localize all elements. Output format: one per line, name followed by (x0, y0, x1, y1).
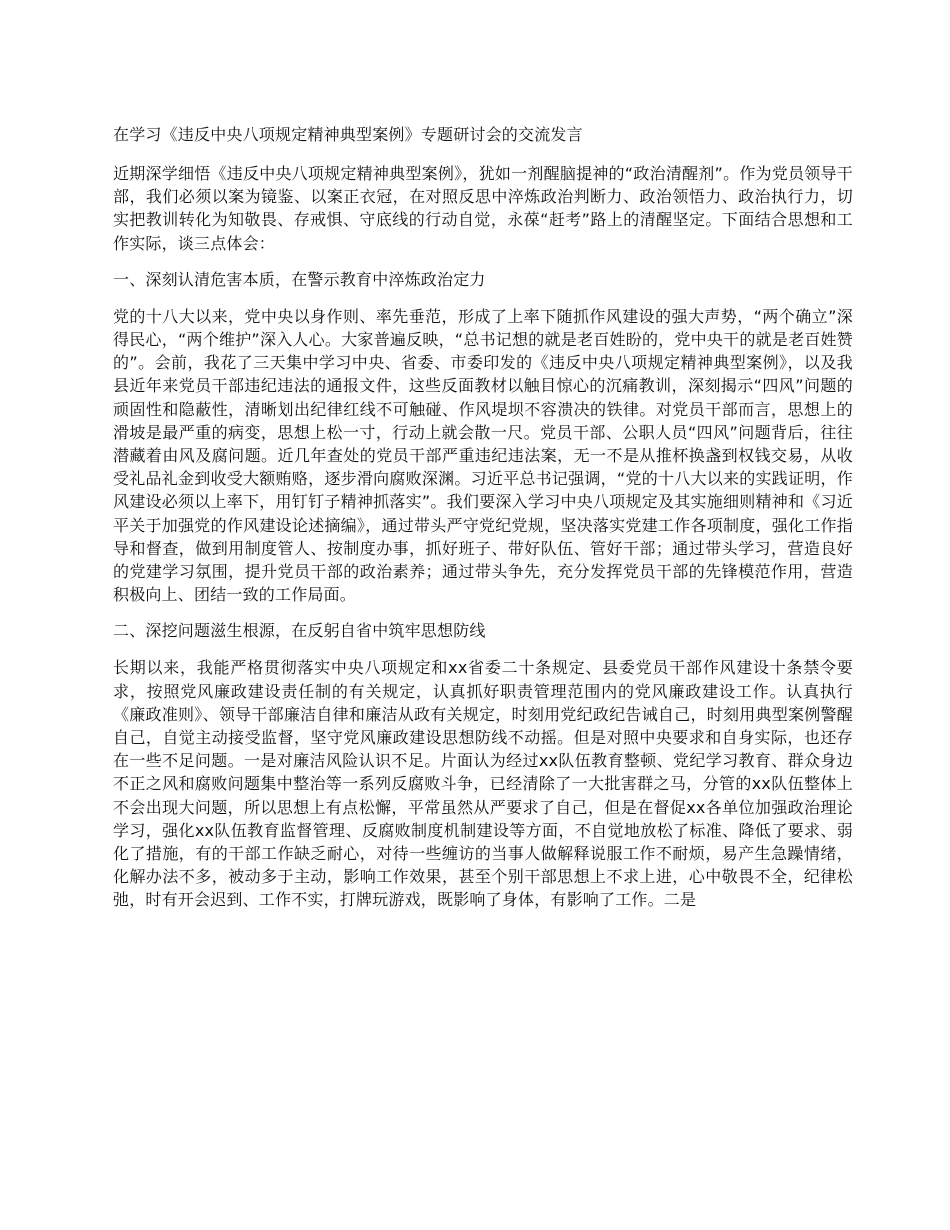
document-page (113, 122, 853, 924)
intro-paragraph: 近期深学细悟《违反中央八项规定精神典型案例》，犹如一剂醒脑提神的“政治清醒剂”。作为党员领导干部，我们必须以案为镜鉴、以案正衣冠，在对照反思中淬炼政治判断力、政治领悟力、政治执行力，切实把教训转化为知敬畏、存戒惧、守底线的行动自觉，永葆“赶考”路上的清醒坚定。下面结合思想和工作实际，谈三点体会： (113, 164, 853, 253)
section-1-body: 党的十八大以来，党中央以身作则、率先垂范，形成了上率下随抓作风建设的强大声势，“两个确立”深得民心，“两个维护”深入人心。大家普遍反映，“总书记想的就是老百姓盼的，党中央干的就是老百姓赞的”。会前，我花了三天集中学习中央、省委、市委印发的《违反中央八项规定精神典型案例》，以及我县近年来党员干部违纪违法的通报文件，这些反面教材以触目惊心的沉痛教训，深刻揭示“四风”问题的顽固性和隐蔽性，清晰划出纪律红线不可触碰、作风堤坝不容溃决的铁律。对党员干部而言，思想上的滑坡是最严重的病变，思想上松一寸，行动上就会散一尺。党员干部、公职人员“四风”问题背后，往往潜藏着由风及腐问题。近几年查处的党员干部严重违纪违法案，无一不是从推杯换盏到权钱交易，从收受礼品礼金到收受大额贿赂，逐步滑向腐败深渊。习近平总书记强调，“党的十八大以来的实践证明，作风建设必须以上率下，用钉钉子精神抓落实”。我们要深入学习中央八项规定及其实施细则精神和《习近平关于加强党的作风建设论述摘编》，通过带头严守党纪党规，坚决落实党建工作各项制度，强化工作指导和督查，做到用制度管人、按制度办事，抓好班子、带好队伍、管好干部；通过带头学习，营造良好的党建学习氛围，提升党员干部的政治素养；通过带头争先，充分发挥党员干部的先锋模范作用，营造积极向上、团结一致的工作局面。 (113, 306, 853, 605)
section-2-body: 长期以来，我能严格贯彻落实中央八项规定和xx省委二十条规定、县委党员干部作风建设十条禁令要求，按照党风廉政建设责任制的有关规定，认真抓好职责管理范围内的党风廉政建设工作。认真执行《廉政准则》、领导干部廉洁自律和廉洁从政有关规定，时刻用党纪政纪告诫自己，时刻用典型案例警醒自己，自觉主动接受监督，坚守党风廉政建设思想防线不动摇。但是对照中央要求和自身实际，也还存在一些不足问题。一是对廉洁风险认识不足。片面认为经过xx队伍教育整顿、党纪学习教育、群众身边不正之风和腐败问题集中整治等一系列反腐败斗争，已经清除了一大批害群之马，分管的xx队伍整体上不会出现大问题，所以思想上有点松懈，平常虽然从严要求了自己，但是在督促xx各单位加强政治理论学习，强化xx队伍教育监督管理、反腐败制度机制建设等方面，不自觉地放松了标准、降低了要求、弱化了措施，有的干部工作缺乏耐心，对待一些缠访的当事人做解释说服工作不耐烦，易产生急躁情绪，化解办法不多，被动多于主动，影响工作效果，甚至个别干部思想上不求上进，心中敬畏不全，纪律松弛，时有开会迟到、工作不实，打牌玩游戏，既影响了身体，有影响了工作。二是 (113, 658, 853, 910)
section-1-heading: 一、深刻认清危害本质，在警示教育中淬炼政治定力 (113, 269, 486, 289)
section-2-heading: 二、深挖问题滋生根源，在反躬自省中筑牢思想防线 (113, 621, 486, 641)
document-title: 在学习《违反中央八项规定精神典型案例》专题研讨会的交流发言 (113, 125, 583, 144)
